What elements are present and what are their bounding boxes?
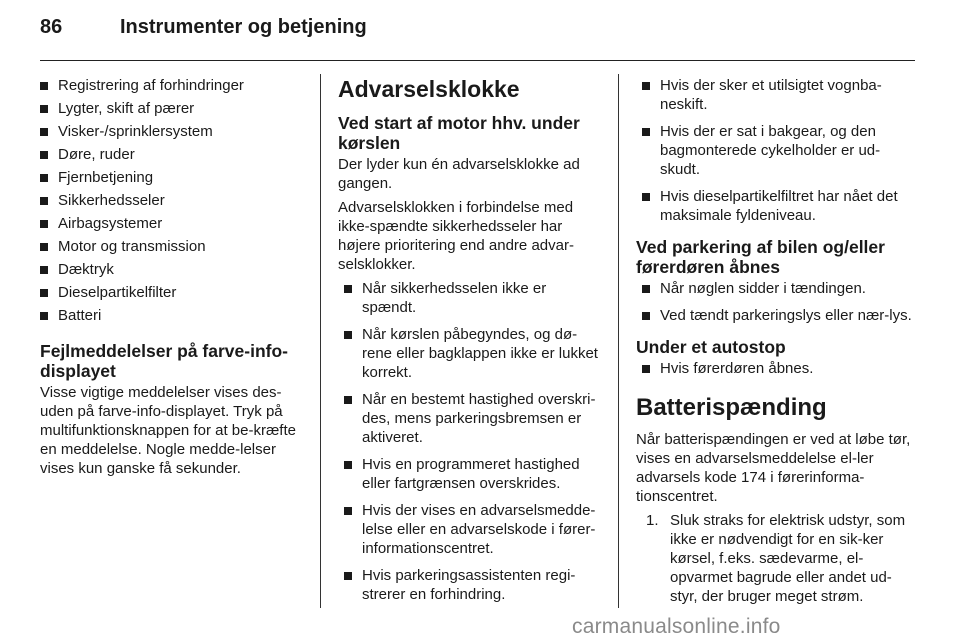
section-title: Advarselsklokke bbox=[338, 76, 520, 102]
list-item: Ved tændt parkeringslys eller nær-lys. bbox=[642, 306, 914, 325]
section-title: Batterispænding bbox=[636, 394, 827, 421]
body-paragraph: Når batterispændingen er ved at løbe tør, vises en advarselsmeddelelse el-ler advarsels kode 174 i førerinforma-tionscentret. bbox=[636, 431, 911, 505]
square-bullet-icon bbox=[40, 174, 48, 182]
square-bullet-icon bbox=[40, 105, 48, 113]
page-number: 86 bbox=[40, 16, 63, 38]
list-item: Hvis dieselpartikelfiltret har nået det maksimale fyldeniveau. bbox=[642, 187, 914, 225]
square-bullet-icon bbox=[40, 128, 48, 136]
square-bullet-icon bbox=[40, 151, 48, 159]
section-heading: Under et autostop bbox=[636, 337, 786, 357]
square-bullet-icon bbox=[642, 365, 650, 373]
watermark: carmanualsonline.info bbox=[572, 615, 781, 638]
column-2 bbox=[338, 76, 604, 612]
column-3 bbox=[636, 76, 914, 606]
list-item: Batteri bbox=[40, 306, 308, 325]
square-bullet-icon bbox=[344, 396, 352, 404]
square-bullet-icon bbox=[344, 572, 352, 580]
column-1 bbox=[40, 76, 308, 483]
square-bullet-icon bbox=[642, 128, 650, 136]
list-item: Visker-/sprinklersystem bbox=[40, 122, 308, 141]
body-paragraph: Der lyder kun én advarselsklokke ad gangen. bbox=[338, 156, 580, 192]
page-header bbox=[0, 0, 960, 62]
numbered-list bbox=[636, 511, 914, 606]
chime-list-continued bbox=[642, 76, 914, 225]
list-item: Når kørslen påbegyndes, og dø-rene eller bagklappen ikke er lukket korrekt. bbox=[344, 325, 604, 382]
list-item: Hvis en programmeret hastighed eller fartgrænsen overskrides. bbox=[344, 455, 604, 493]
body-paragraph: Advarselsklokken i forbindelse med ikke-spændte sikkerhedsseler har højere prioritering end andre advar-selsklokker. bbox=[338, 199, 574, 273]
square-bullet-icon bbox=[40, 289, 48, 297]
chime-list bbox=[344, 279, 604, 604]
page-title: Instrumenter og betjening bbox=[120, 16, 367, 38]
list-item: Hvis førerdøren åbnes. bbox=[642, 359, 914, 378]
list-item: Lygter, skift af pærer bbox=[40, 99, 308, 118]
list-item: Hvis parkeringsassistenten regi-strerer en forhindring. bbox=[344, 566, 604, 604]
list-item: Når nøglen sidder i tændingen. bbox=[642, 279, 914, 298]
list-item: Døre, ruder bbox=[40, 145, 308, 164]
header-rule bbox=[40, 60, 915, 61]
square-bullet-icon bbox=[344, 331, 352, 339]
list-item: Når en bestemt hastighed overskri-des, mens parkeringsbremsen er aktiveret. bbox=[344, 390, 604, 447]
section-heading: Fejlmeddelelser på farve-info-displayet bbox=[40, 341, 288, 381]
square-bullet-icon bbox=[40, 243, 48, 251]
topic-list bbox=[40, 76, 308, 325]
square-bullet-icon bbox=[40, 82, 48, 90]
parking-list bbox=[642, 279, 914, 325]
list-item: Registrering af forhindringer bbox=[40, 76, 308, 95]
list-item: Når sikkerhedsselen ikke er spændt. bbox=[344, 279, 604, 317]
list-item: Fjernbetjening bbox=[40, 168, 308, 187]
list-item: Airbagsystemer bbox=[40, 214, 308, 233]
column-divider-1 bbox=[320, 74, 321, 608]
autostop-list bbox=[642, 359, 914, 378]
column-divider-2 bbox=[618, 74, 619, 608]
square-bullet-icon bbox=[40, 266, 48, 274]
square-bullet-icon bbox=[40, 197, 48, 205]
list-item: Hvis der vises en advarselsmedde-lelse eller en advarselskode i fører-informationscentret. bbox=[344, 501, 604, 558]
list-item: Dæktryk bbox=[40, 260, 308, 279]
list-item: Motor og transmission bbox=[40, 237, 308, 256]
section-subheading: Ved start af motor hhv. under kørslen bbox=[338, 113, 580, 153]
square-bullet-icon bbox=[40, 220, 48, 228]
list-item: Dieselpartikelfilter bbox=[40, 283, 308, 302]
list-item: Sikkerhedsseler bbox=[40, 191, 308, 210]
numbered-item: 1. Sluk straks for elektrisk udstyr, som ikke er nødvendigt for en sik-ker kørsel, f.eks. sædevarme, el-opvarmet bagrude eller andet ud-styr, der bruger meget strøm. bbox=[646, 512, 906, 605]
list-item: Hvis der sker et utilsigtet vognba-neskift. bbox=[642, 76, 914, 114]
section-heading: Ved parkering af bilen og/eller førerdøren åbnes bbox=[636, 237, 885, 277]
square-bullet-icon bbox=[40, 312, 48, 320]
square-bullet-icon bbox=[344, 507, 352, 515]
square-bullet-icon bbox=[642, 82, 650, 90]
square-bullet-icon bbox=[642, 285, 650, 293]
body-paragraph: Visse vigtige meddelelser vises des-uden på farve-info-displayet. Tryk på multifunktionsknappen for at be-kræfte en meddelelse. Nogle medde-lelser vises kun ganske få sekunder. bbox=[40, 384, 296, 477]
square-bullet-icon bbox=[344, 285, 352, 293]
square-bullet-icon bbox=[642, 312, 650, 320]
square-bullet-icon bbox=[344, 461, 352, 469]
list-item: Hvis der er sat i bakgear, og den bagmonterede cykelholder er ud-skudt. bbox=[642, 122, 914, 179]
square-bullet-icon bbox=[642, 193, 650, 201]
